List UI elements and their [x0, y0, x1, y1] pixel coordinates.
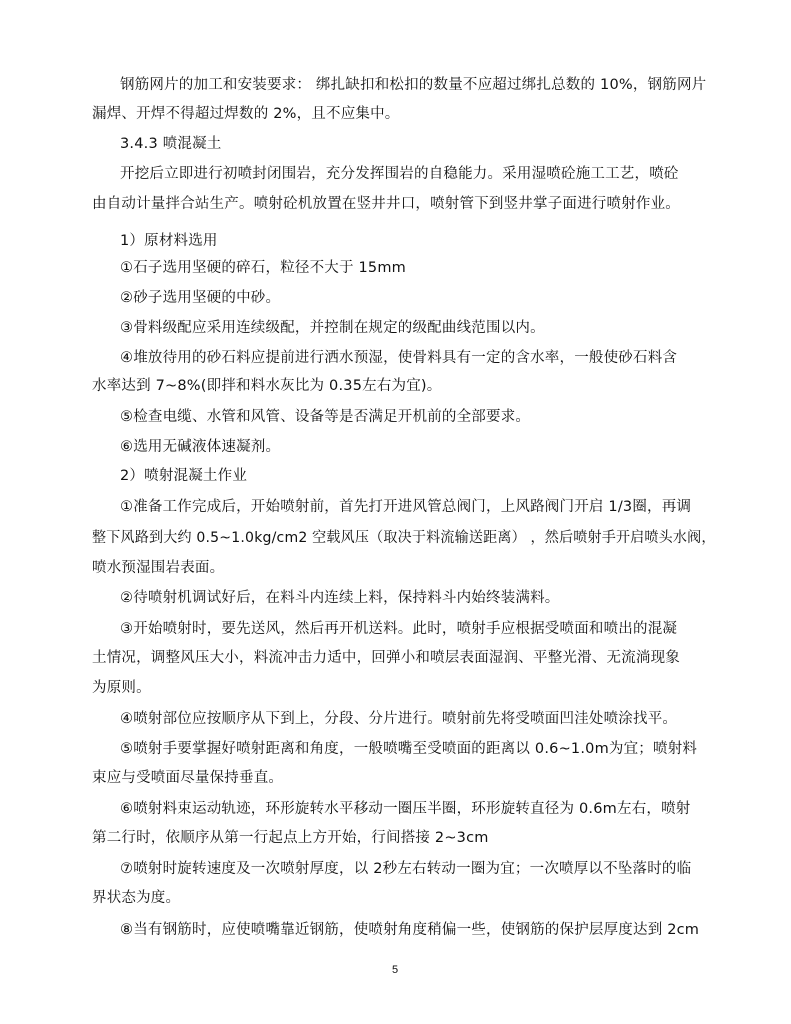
text-line: ③开始喷射时，要先送风，然后再开机送料。此时，喷射手应根据受喷面和喷出的混凝 [120, 621, 678, 637]
text-line: 由自动计量拌合站生产。喷射砼机放置在竖井井口，喷射管下到竖井掌子面进行喷射作业。 [92, 196, 680, 212]
text-line: 为原则。 [92, 680, 151, 696]
text-line: ②待喷射机调试好后，在料斗内连续上料，保持料斗内始终装满料。 [120, 590, 560, 606]
text-line: ⑦喷射时旋转速度及一次喷射厚度，以 2秒左右转动一圈为宜；一次喷厚以不坠落时的临 [120, 861, 692, 877]
text-line: 开挖后立即进行初喷封闭围岩，充分发挥围岩的自稳能力。采用湿喷砼施工工艺，喷砼 [120, 166, 679, 182]
text-line: ⑥喷射料束运动轨迹，环形旋转水平移动一圈压半圈，环形旋转直径为 0.6m左右，喷射 [120, 801, 691, 817]
section-heading: 3.4.3 喷混凝土 [120, 136, 222, 152]
subsection-heading: 1）原材料选用 [120, 233, 218, 249]
text-line: ①石子选用坚硬的碎石，粒径不大于 15mm [120, 260, 407, 276]
text-line: 整下风路到大约 0.5~1.0kg/cm2 空载风压（取决于料流输送距离） ，然后喷射手开启喷头水阀， [92, 530, 716, 546]
page-number: 5 [392, 964, 399, 976]
text-line: 土情况，调整风压大小，料流冲击力适中，回弹小和喷层表面湿润、平整光滑、无流淌现象 [92, 650, 680, 666]
text-line: 钢筋网片的加工和安装要求： 绑扎缺扣和松扣的数量不应超过绑扎总数的 10%，钢筋网片 [120, 77, 707, 93]
text-line: ⑤喷射手要掌握好喷射距离和角度，一般喷嘴至受喷面的距离以 0.6~1.0m为宜；喷射料 [120, 741, 698, 757]
text-line: 喷水预湿围岩表面。 [92, 560, 225, 576]
text-line: ⑤检查电缆、水管和风管、设备等是否满足开机前的全部要求。 [120, 409, 531, 425]
text-line: ③骨料级配应采用连续级配，并控制在规定的级配曲线范围以内。 [120, 320, 545, 336]
text-line: 水率达到 7~8%(即拌和料水灰比为 0.35左右为宜)。 [92, 378, 442, 394]
text-line: 漏焊、开焊不得超过焊数的 2%，且不应集中。 [92, 106, 400, 122]
text-line: ④堆放待用的砂石料应提前进行洒水预湿，使骨料具有一定的含水率，一般使砂石料含 [120, 350, 678, 366]
text-line: ②砂子选用坚硬的中砂。 [120, 290, 281, 306]
subsection-heading: 2）喷射混凝土作业 [120, 468, 248, 484]
text-line: ⑧当有钢筋时，应使喷嘴靠近钢筋，使喷射角度稍偏一些，使钢筋的保护层厚度达到 2cm [120, 922, 700, 938]
text-line: 界状态为度。 [92, 890, 181, 906]
text-line: 束应与受喷面尽量保持垂直。 [92, 770, 284, 786]
text-line: ⑥选用无碱液体速凝剂。 [120, 439, 281, 455]
text-line: 第二行时，依顺序从第一行起点上方开始，行间搭接 2~3cm [92, 830, 489, 846]
text-line: ①准备工作完成后，开始喷射前，首先打开进风管总阀门，上风路阀门开启 1/3圈，再调 [120, 499, 692, 515]
text-line: ④喷射部位应按顺序从下到上，分段、分片进行。喷射前先将受喷面凹洼处喷涂找平。 [120, 711, 678, 727]
